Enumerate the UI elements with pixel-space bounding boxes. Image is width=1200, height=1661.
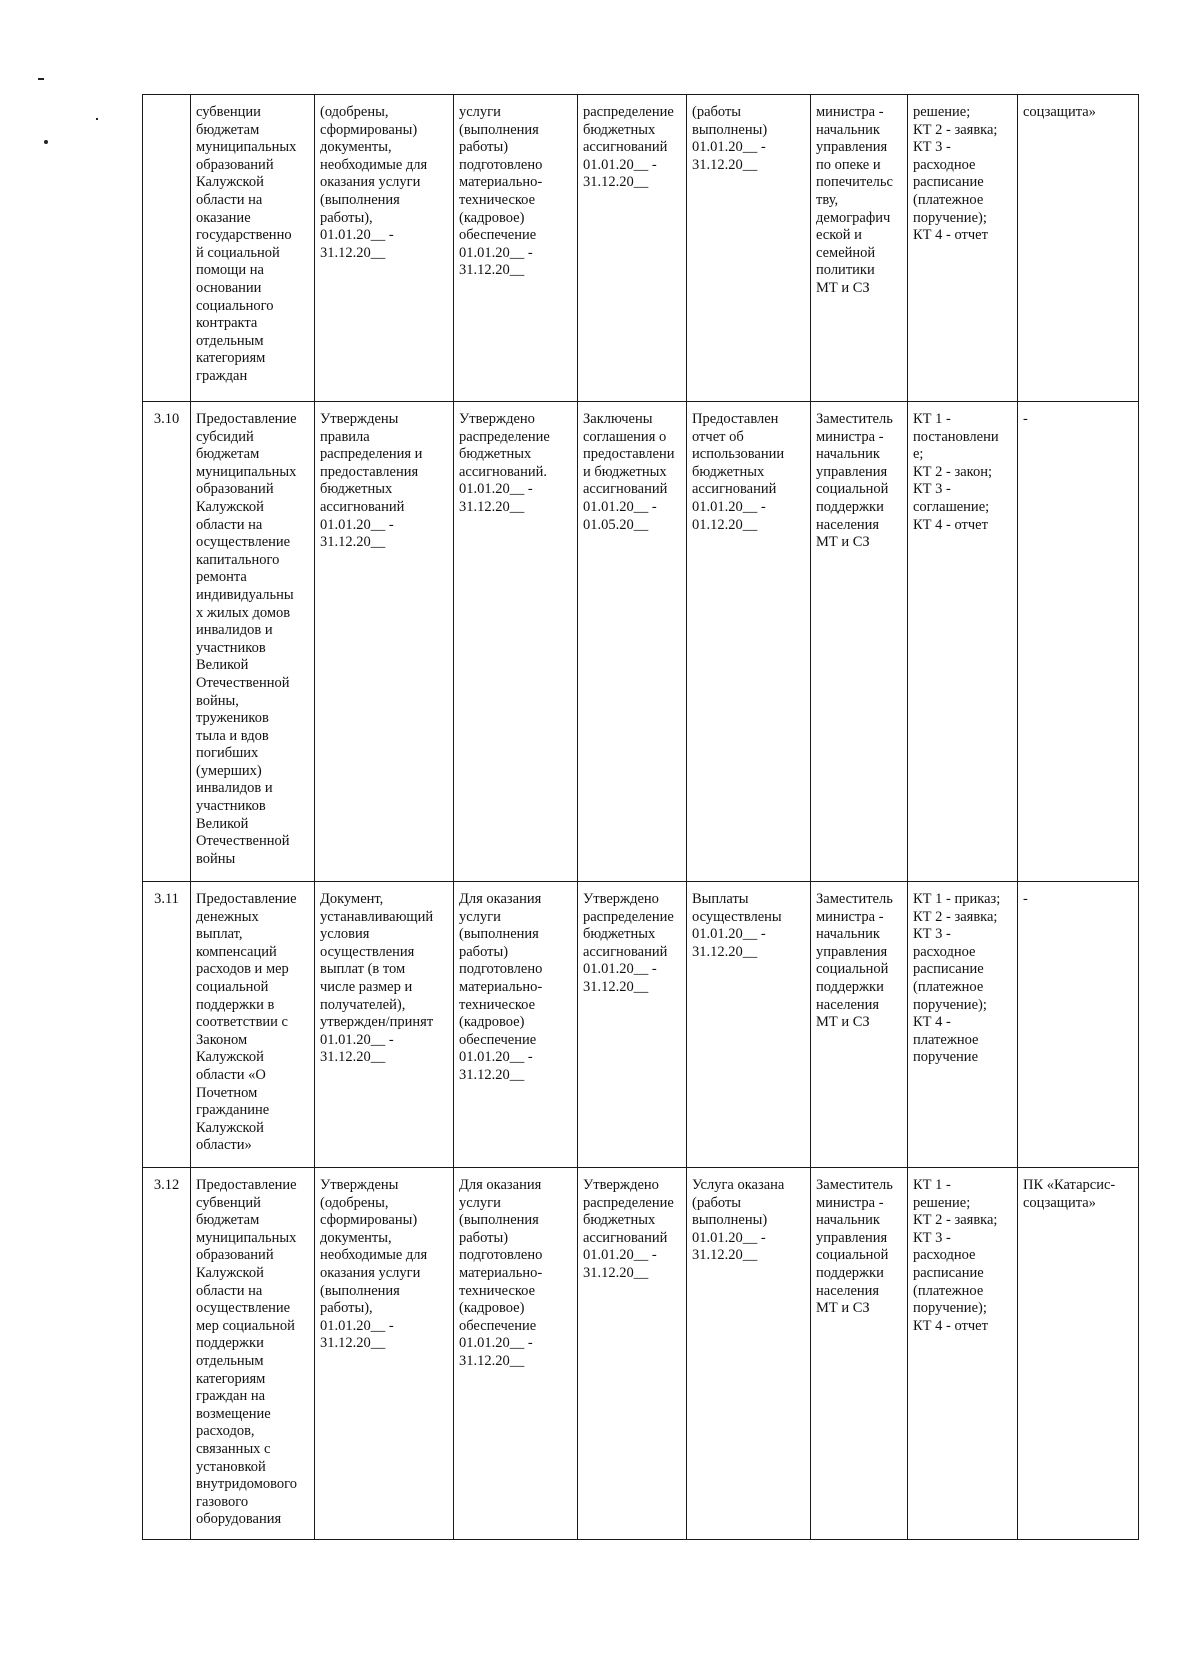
control-point-4-cell: Предоставлен отчет об использовании бюджетных ассигнований 01.01.20__ - 01.12.20__ — [687, 402, 811, 882]
confirming-documents-cell: КТ 1 - постановлени е; КТ 2 - закон; КТ 3 - соглашение; КТ 4 - отчет — [908, 402, 1018, 882]
control-point-2-cell: Для оказания услуги (выполнения работы) подготовлено материально- техническое (кадровое) обеспечение 01.01.20__ - 31.12.20__ — [454, 1168, 578, 1540]
implementation-plan-table — [142, 94, 1139, 1540]
event-name-cell: Предоставление денежных выплат, компенсаций расходов и мер социальной поддержки в соответствии с Законом Калужской области «О Почетном гражданине Калужской области» — [191, 882, 315, 1168]
information-system-cell: соцзащита» — [1018, 95, 1139, 402]
table-row — [143, 882, 1139, 1168]
control-point-3-cell: Утверждено распределение бюджетных ассигнований 01.01.20__ - 31.12.20__ — [578, 1168, 687, 1540]
responsible-cell: министра - начальник управления по опеке и попечительс тву, демографич еской и семейной политики МТ и СЗ — [811, 95, 908, 402]
row-number-cell — [143, 95, 191, 402]
event-name-cell: субвенции бюджетам муниципальных образований Калужской области на оказание государственно й социальной помощи на основании социального контракта отдельным категориям граждан — [191, 95, 315, 402]
control-point-2-cell: Утверждено распределение бюджетных ассигнований. 01.01.20__ - 31.12.20__ — [454, 402, 578, 882]
control-point-2-cell: услуги (выполнения работы) подготовлено материально- техническое (кадровое) обеспечение 01.01.20__ - 31.12.20__ — [454, 95, 578, 402]
row-number-cell: 3.10 — [143, 402, 191, 882]
table-row — [143, 95, 1139, 402]
responsible-cell: Заместитель министра - начальник управления социальной поддержки населения МТ и СЗ — [811, 1168, 908, 1540]
responsible-cell: Заместитель министра - начальник управления социальной поддержки населения МТ и СЗ — [811, 882, 908, 1168]
scan-artifact — [38, 78, 44, 80]
control-point-3-cell: Заключены соглашения о предоставлени и бюджетных ассигнований 01.01.20__ - 01.05.20__ — [578, 402, 687, 882]
confirming-documents-cell: КТ 1 - решение; КТ 2 - заявка; КТ 3 - расходное расписание (платежное поручение); КТ 4 - отчет — [908, 1168, 1018, 1540]
control-point-1-cell: Утверждены правила распределения и предоставления бюджетных ассигнований 01.01.20__ - 31.12.20__ — [315, 402, 454, 882]
table-row — [143, 402, 1139, 882]
control-point-2-cell: Для оказания услуги (выполнения работы) подготовлено материально- техническое (кадровое) обеспечение 01.01.20__ - 31.12.20__ — [454, 882, 578, 1168]
responsible-cell: Заместитель министра - начальник управления социальной поддержки населения МТ и СЗ — [811, 402, 908, 882]
information-system-cell: - — [1018, 882, 1139, 1168]
scan-artifact — [96, 118, 98, 120]
table-row — [143, 1168, 1139, 1540]
control-point-1-cell: Документ, устанавливающий условия осуществления выплат (в том числе размер и получателей), утвержден/принят 01.01.20__ - 31.12.20__ — [315, 882, 454, 1168]
scan-artifact — [44, 140, 48, 144]
confirming-documents-cell: решение; КТ 2 - заявка; КТ 3 - расходное расписание (платежное поручение); КТ 4 - отчет — [908, 95, 1018, 402]
control-point-3-cell: Утверждено распределение бюджетных ассигнований 01.01.20__ - 31.12.20__ — [578, 882, 687, 1168]
row-number-cell: 3.11 — [143, 882, 191, 1168]
control-point-4-cell: (работы выполнены) 01.01.20__ - 31.12.20__ — [687, 95, 811, 402]
event-name-cell: Предоставление субсидий бюджетам муниципальных образований Калужской области на осуществление капитального ремонта индивидуальны х жилых домов инвалидов и участников Великой Отечественной войны, тружеников тыла и вдов погибших (умерших) инвалидов и участников Великой Отечественной войны — [191, 402, 315, 882]
control-point-1-cell: (одобрены, сформированы) документы, необходимые для оказания услуги (выполнения работы), 01.01.20__ - 31.12.20__ — [315, 95, 454, 402]
information-system-cell: ПК «Катарсис- соцзащита» — [1018, 1168, 1139, 1540]
confirming-documents-cell: КТ 1 - приказ; КТ 2 - заявка; КТ 3 - расходное расписание (платежное поручение); КТ 4 - платежное поручение — [908, 882, 1018, 1168]
control-point-4-cell: Выплаты осуществлены 01.01.20__ - 31.12.20__ — [687, 882, 811, 1168]
information-system-cell: - — [1018, 402, 1139, 882]
control-point-4-cell: Услуга оказана (работы выполнены) 01.01.20__ - 31.12.20__ — [687, 1168, 811, 1540]
row-number-cell: 3.12 — [143, 1168, 191, 1540]
control-point-1-cell: Утверждены (одобрены, сформированы) документы, необходимые для оказания услуги (выполнения работы), 01.01.20__ - 31.12.20__ — [315, 1168, 454, 1540]
control-point-3-cell: распределение бюджетных ассигнований 01.01.20__ - 31.12.20__ — [578, 95, 687, 402]
event-name-cell: Предоставление субвенций бюджетам муниципальных образований Калужской области на осуществление мер социальной поддержки отдельным категориям граждан на возмещение расходов, связанных с установкой внутридомового газового оборудования — [191, 1168, 315, 1540]
